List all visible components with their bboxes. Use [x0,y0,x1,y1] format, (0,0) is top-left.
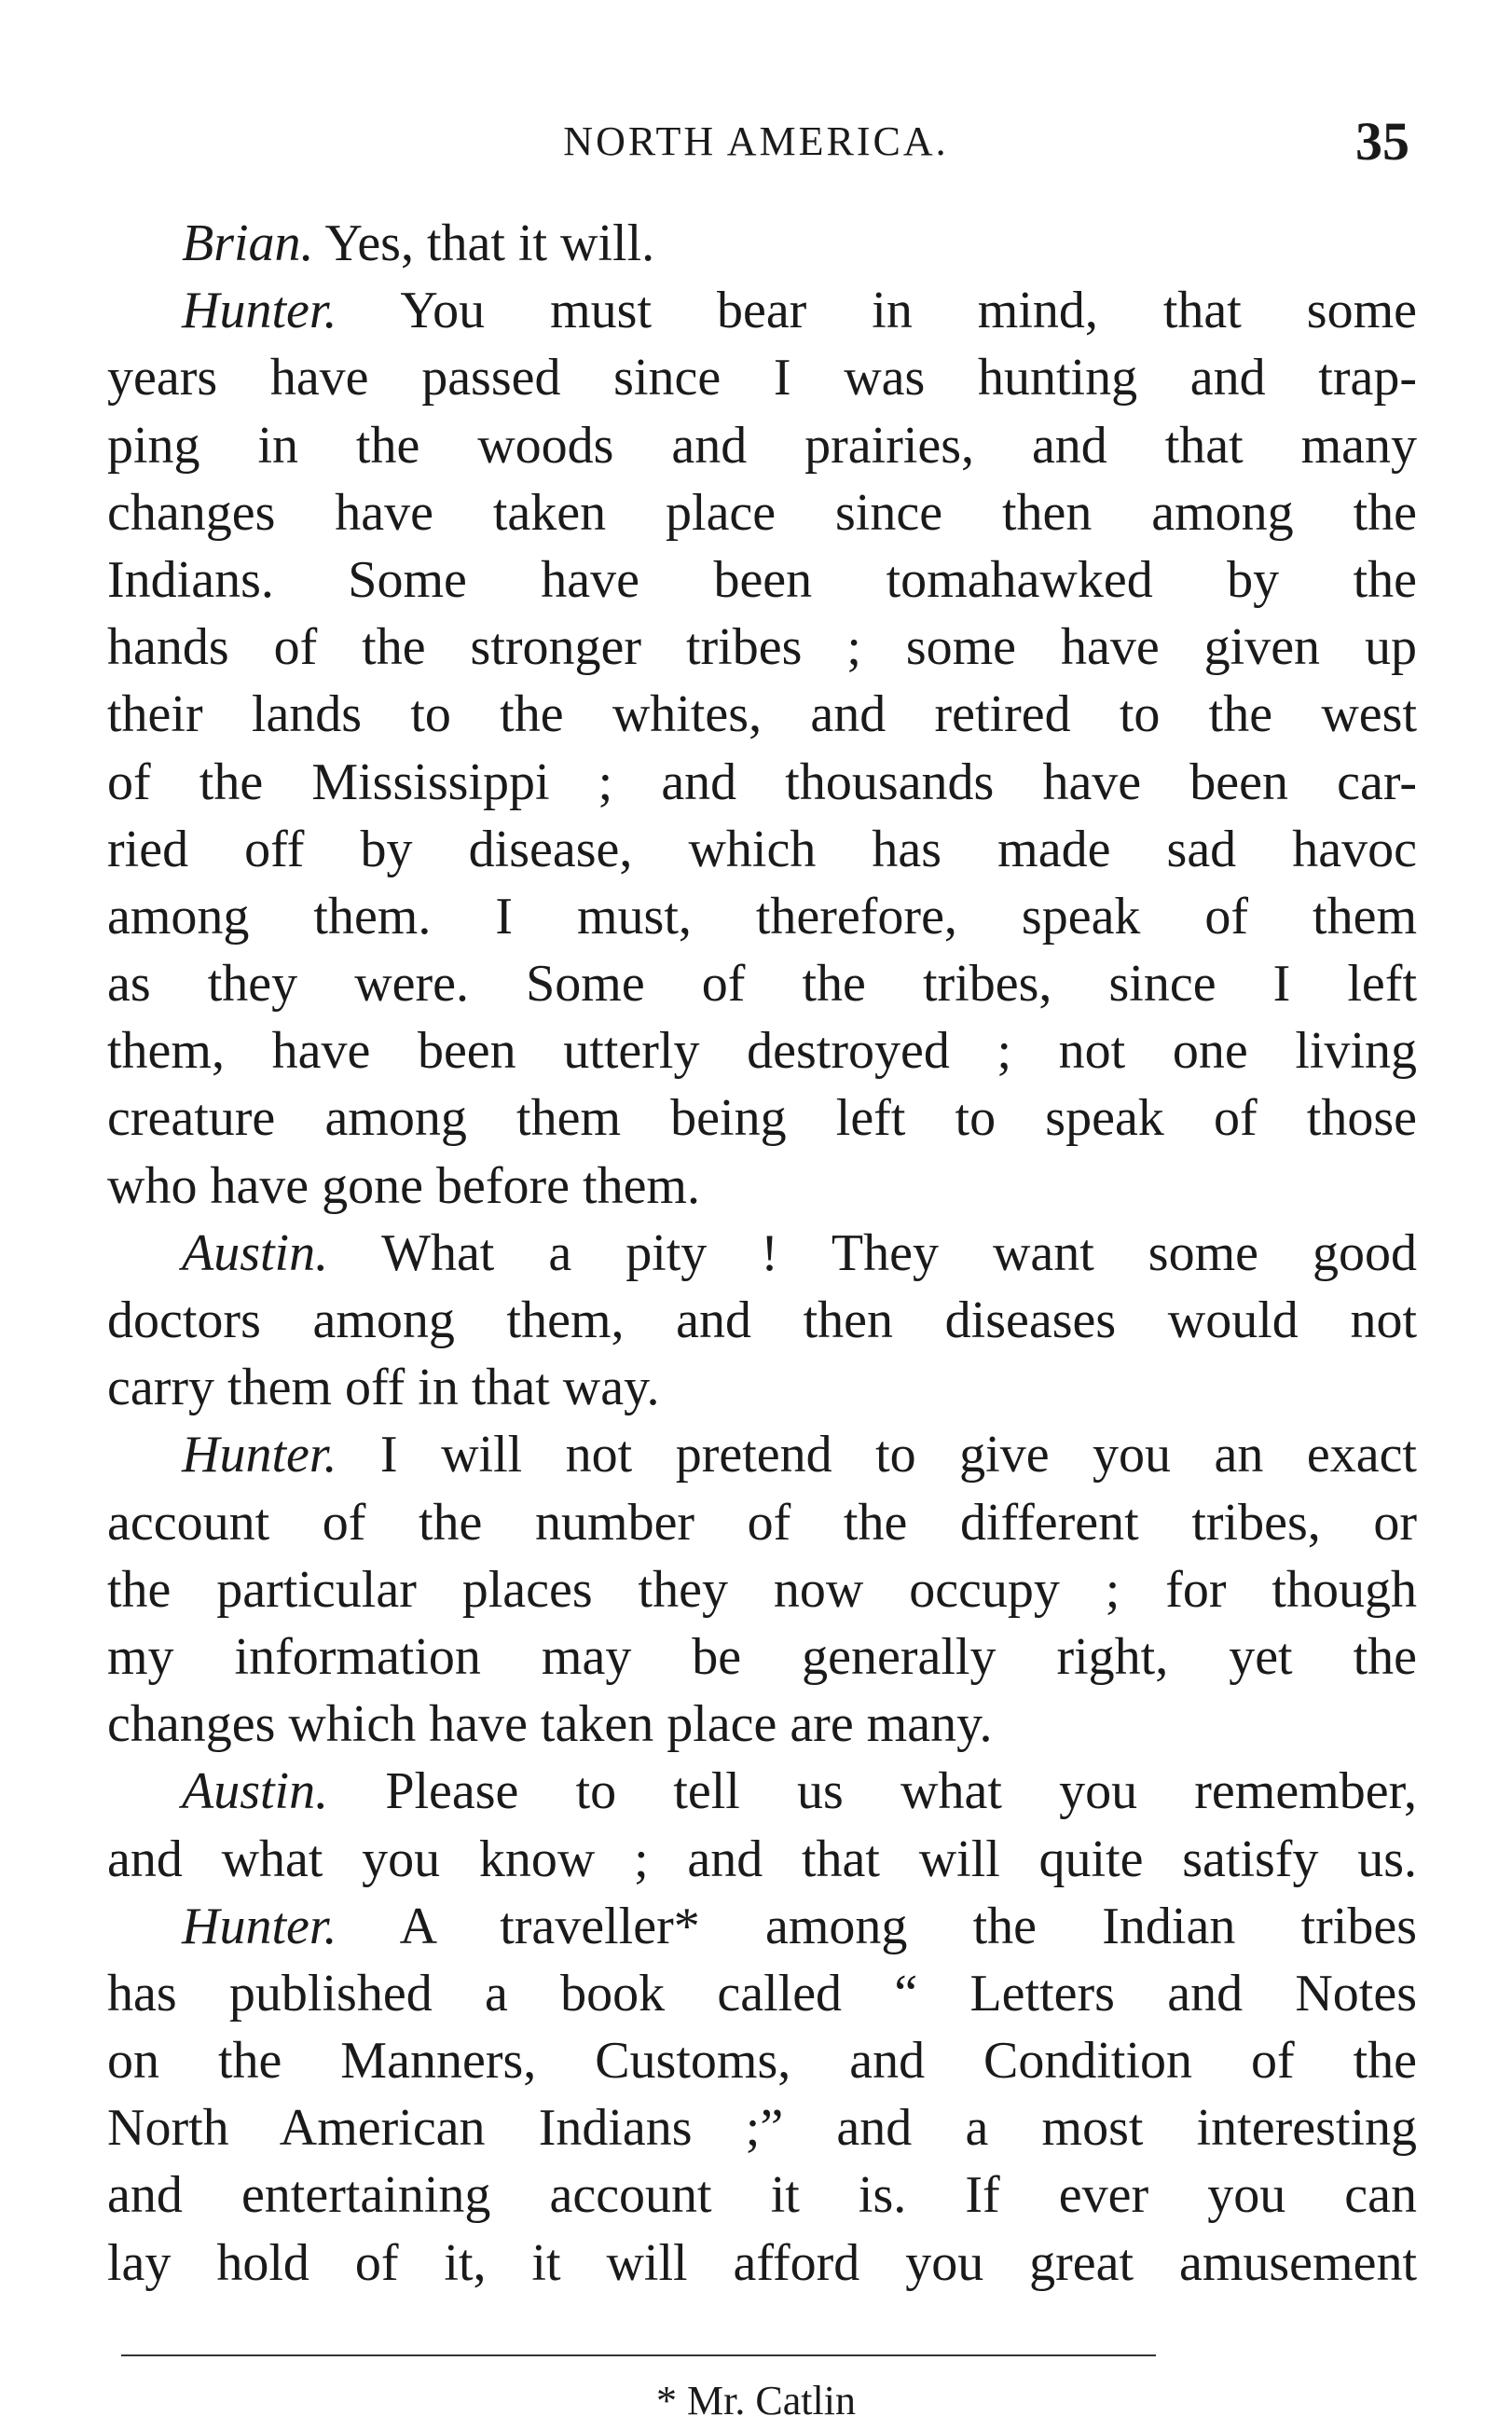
text-line [107,883,1417,950]
text-line [107,210,1417,277]
footnote: * Mr. Catlin [656,2378,856,2423]
text-line [107,2027,1417,2094]
line-text: Please to tell us what you remember, [328,1762,1417,1821]
text-line [107,950,1417,1017]
line-text: them, have been utterly destroyed ; not one living [107,1022,1417,1081]
line-text: lay hold of it, it will afford you great amusement [107,2233,1417,2292]
line-text: the particular places they now occupy ; for though [107,1560,1417,1619]
text-line [107,1421,1417,1488]
speaker-name: Hunter. [182,1897,337,1955]
text-line [107,749,1417,816]
text-line [107,1287,1417,1354]
text-line [107,1826,1417,1893]
line-text: doctors among them, and then diseases would not [107,1291,1417,1349]
text-line [107,479,1417,546]
text-line [107,1354,1417,1421]
line-text: You must bear in mind, that some [337,282,1417,340]
text-line [107,1623,1417,1691]
text-line [107,681,1417,748]
text-line [107,1960,1417,2027]
line-text: my information may be generally right, yet the [107,1627,1417,1686]
text-line [107,816,1417,883]
text-line [107,614,1417,681]
body-text [107,210,1417,2297]
line-text: hands of the stronger tribes ; some have given up [107,618,1417,677]
line-text: North American Indians ;” and a most interesting [107,2099,1417,2158]
line-text: among them. I must, therefore, speak of them [107,887,1417,946]
line-text: A traveller* among the Indian tribes [337,1897,1417,1955]
line-text: ping in the woods and prairies, and that many [107,416,1417,475]
text-line [107,344,1417,411]
text-line [107,1489,1417,1556]
line-text: I will not pretend to give you an exact [337,1426,1417,1484]
text-line [107,1017,1417,1084]
line-text: changes have taken place since then among the [107,483,1417,542]
text-line [107,2094,1417,2161]
line-text: has published a book called “ Letters and Notes [107,1964,1417,2023]
line-text: changes which have taken place are many. [107,1695,993,1754]
line-text: Indians. Some have been tomahawked by the [107,550,1417,609]
line-text: ried off by disease, which has made sad havoc [107,820,1417,878]
line-text: account of the number of the different tribes, or [107,1493,1417,1552]
text-line [107,1556,1417,1623]
speaker-name: Brian. [182,214,314,272]
text-line [107,546,1417,614]
text-line [107,1220,1417,1287]
footnote-rule [121,2354,1156,2356]
text-line [107,412,1417,479]
line-text: years have passed since I was hunting and trap- [107,349,1417,407]
line-text: creature among them being left to speak of those [107,1089,1417,1148]
text-line [107,1893,1417,1960]
speaker-name: Hunter. [182,282,337,340]
line-text: and entertaining account it is. If ever you can [107,2166,1417,2225]
speaker-name: Austin. [182,1762,329,1821]
text-line [107,1153,1417,1220]
line-text: Yes, that it will. [313,214,655,272]
text-line [107,1691,1417,1758]
line-text: their lands to the whites, and retired to the west [107,685,1417,744]
line-text: who have gone before them. [107,1156,700,1215]
page-number: 35 [1355,111,1409,172]
speaker-name: Austin. [182,1223,329,1282]
text-line [107,277,1417,344]
text-line [107,1758,1417,1825]
running-title: NORTH AMERICA. [563,118,949,164]
line-text: What a pity ! They want some good [328,1223,1417,1282]
line-text: on the Manners, Customs, and Condition of the [107,2032,1417,2091]
text-line [107,1084,1417,1152]
text-line [107,2230,1417,2297]
speaker-name: Hunter. [182,1426,337,1484]
text-line [107,2161,1417,2229]
line-text: carry them off in that way. [107,1359,660,1417]
line-text: and what you know ; and that will quite satisfy us. [107,1829,1417,1888]
line-text: of the Mississippi ; and thousands have been car- [107,752,1417,811]
running-head [0,110,1512,175]
line-text: as they were. Some of the tribes, since I left [107,955,1417,1014]
